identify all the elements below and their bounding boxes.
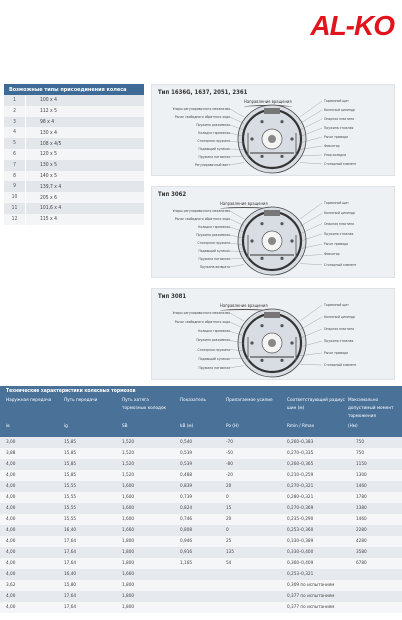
table-row xyxy=(0,514,402,525)
col-travel-sym: ig xyxy=(64,424,68,429)
brake-type-title: Тип 3062 xyxy=(158,191,187,198)
diagram-label: Опорная пластина xyxy=(324,221,354,226)
mount-row xyxy=(4,203,144,214)
table-cell: 1,660 xyxy=(122,572,135,577)
mount-value: 98 x 4 xyxy=(40,118,55,125)
table-cell: 0,539 xyxy=(180,462,193,467)
diagram-label: Тормозной щит xyxy=(324,99,349,103)
table-cell: 1,800 xyxy=(122,561,135,566)
diagram-label: Упоры регулировочного механизма xyxy=(172,107,230,111)
diagram-label: Колесный цилиндр xyxy=(324,315,355,319)
table-row xyxy=(0,591,402,602)
table-cell: 1460 xyxy=(356,517,367,522)
table-cell: 15,80 xyxy=(64,583,77,588)
mount-types-title: Возможные типы присоединения колеса xyxy=(4,84,144,95)
table-cell: 15,85 xyxy=(64,473,77,478)
col-shoe-sym: SB xyxy=(122,424,128,429)
table-cell: 0,280–0,321 xyxy=(287,495,314,500)
table-cell: 0,330–0,389 xyxy=(287,539,314,544)
mount-value: 130 x 5 xyxy=(40,162,57,169)
table-cell: 20 xyxy=(226,517,232,522)
table-cell: 0,377 по испытаниям xyxy=(287,594,335,599)
table-cell: 1,520 xyxy=(122,462,135,467)
col-radius-sym: Rmin / Rmax xyxy=(287,424,315,429)
table-cell: 1,800 xyxy=(122,583,135,588)
table-cell: 4,00 xyxy=(6,561,16,566)
table-cell: 15 xyxy=(226,506,232,511)
spec-table-header xyxy=(0,395,402,437)
table-cell: 15,85 xyxy=(64,440,77,445)
table-cell: 4,00 xyxy=(6,550,16,555)
table-cell: 1,600 xyxy=(122,495,135,500)
table-row xyxy=(0,437,402,448)
table-row xyxy=(0,459,402,470)
table-cell: 17,64 xyxy=(64,605,77,610)
table-cell: 0,824 xyxy=(180,506,193,511)
diagram-label: Колесный цилиндр xyxy=(324,108,355,112)
diagram-label: Тормозной щит xyxy=(324,201,349,205)
mount-value: 205 x 6 xyxy=(40,194,57,201)
table-cell: 0,260–0,365 xyxy=(287,462,314,467)
diagram-label: Пружина разжимная xyxy=(196,123,230,127)
table-cell: 0 xyxy=(226,528,229,533)
table-cell: 1,800 xyxy=(122,605,135,610)
diagram-label: Пружина натяжная xyxy=(198,365,230,370)
table-cell: 25 xyxy=(226,539,232,544)
mount-index: 5 xyxy=(4,138,26,149)
mount-index: 11 xyxy=(4,203,26,214)
table-cell: 0,360–0,409 xyxy=(287,561,314,566)
mount-index: 9 xyxy=(4,181,26,192)
spec-table-title: Технические характеристики колесных тормозов xyxy=(0,386,402,395)
table-cell: 15,55 xyxy=(64,517,77,522)
mount-index: 1 xyxy=(4,95,26,106)
table-cell: 0,253–0,360 xyxy=(287,528,314,533)
table-row xyxy=(0,602,402,613)
diagram-label: Подающий кулачок xyxy=(198,356,230,361)
table-cell: 16,40 xyxy=(64,572,77,577)
diagram-label: Колесный цилиндр xyxy=(324,211,355,216)
table-cell: 1,660 xyxy=(122,528,135,533)
table-cell: 0,539 xyxy=(180,451,193,456)
mount-index: 7 xyxy=(4,160,26,171)
table-cell: 0,270–0,369 xyxy=(287,506,314,511)
diagram-label: Пружина возврата xyxy=(199,265,230,269)
diagram-label: Упоры регулировочного механизма xyxy=(172,209,230,213)
diagram-label: Колодка тормозная xyxy=(198,329,230,334)
diagram-label: Пружина стяжная xyxy=(324,126,354,130)
table-cell: 1380 xyxy=(356,506,367,511)
diagram-label: Упор колодки xyxy=(324,153,347,157)
mount-value: 115 x 4 xyxy=(40,216,57,223)
mount-index: 2 xyxy=(4,106,26,117)
table-cell: 1780 xyxy=(356,495,367,500)
table-cell: 15,85 xyxy=(64,451,77,456)
mount-index: 6 xyxy=(4,149,26,160)
diagram-label: Опорная пластина xyxy=(324,327,354,331)
table-cell: -80 xyxy=(226,462,233,467)
diagram-label: Пружина натяжная xyxy=(198,155,230,159)
diagram-label: Рычаг привода xyxy=(324,351,349,355)
table-cell: 17,64 xyxy=(64,550,77,555)
table-cell: 1,600 xyxy=(122,517,135,522)
table-cell: 4,00 xyxy=(6,495,16,500)
mount-value: 130 x 4 xyxy=(40,129,57,136)
table-cell: 4,00 xyxy=(6,473,16,478)
diagram-label: Тормозной щит xyxy=(324,303,349,307)
table-cell: 1460 xyxy=(356,484,367,489)
table-cell: 15,55 xyxy=(64,495,77,500)
table-cell: 1,165 xyxy=(180,561,193,566)
table-cell: 3,88 xyxy=(6,451,16,456)
table-cell: 1,600 xyxy=(122,506,135,511)
mount-value: 108 x 4/5 xyxy=(40,140,62,147)
diagram-label: Рычаг свободного обратного хода xyxy=(174,320,230,325)
table-cell: 4,00 xyxy=(6,484,16,489)
diagram-label: Подающий кулачок xyxy=(198,147,230,151)
table-row xyxy=(0,536,402,547)
col-force-sym: Po (Н) xyxy=(226,424,239,429)
table-cell: 0,210–0,259 xyxy=(287,473,314,478)
diagram-label: Стопорный элемент xyxy=(324,363,357,367)
diagram-label: Стопорная пружина xyxy=(197,139,230,143)
diagram-label: Фиксатор xyxy=(324,144,340,148)
table-row xyxy=(0,481,402,492)
table-cell: 1,520 xyxy=(122,473,135,478)
brand-logo: AL-KO xyxy=(310,10,394,41)
table-cell: 15,85 xyxy=(64,462,77,467)
table-cell: 0,488 xyxy=(180,473,193,478)
col-moment-sym: (Нм) xyxy=(348,424,358,429)
table-cell: 4,00 xyxy=(6,572,16,577)
table-cell: 0,330–0,400 xyxy=(287,550,314,555)
table-cell: 0,540 xyxy=(180,440,193,445)
mount-row xyxy=(4,117,144,128)
table-row xyxy=(0,525,402,536)
table-cell: 1150 xyxy=(356,462,367,467)
table-cell: 750 xyxy=(356,440,365,445)
col-radius: Соответствующий радиус шин (м) xyxy=(287,398,345,411)
table-cell: 0,253–0,321 xyxy=(287,572,314,577)
diagram-label: Колодка тормозная xyxy=(198,131,230,135)
table-cell: 17,64 xyxy=(64,594,77,599)
mount-row xyxy=(4,214,144,225)
col-travel: Путь передачи xyxy=(64,398,98,403)
table-cell: 4,00 xyxy=(6,539,16,544)
table-cell: 16,40 xyxy=(64,528,77,533)
table-cell: 17,64 xyxy=(64,561,77,566)
diagram-label: Пружина натяжная xyxy=(198,257,230,261)
diagram-label: Пружина стяжная xyxy=(324,231,354,236)
rotation-direction-label: Направление вращения xyxy=(220,303,268,308)
table-cell: 135 xyxy=(226,550,235,555)
table-row xyxy=(0,569,402,580)
col-ratio-sym: iв xyxy=(6,424,10,429)
mount-value: 140 x 5 xyxy=(40,172,57,179)
mount-row xyxy=(4,160,144,171)
mount-index: 4 xyxy=(4,127,26,138)
diagram-label: Стопорный элемент xyxy=(324,262,357,267)
table-row xyxy=(0,580,402,591)
table-cell: 0,808 xyxy=(180,528,193,533)
diagram-label: Регулировочный винт xyxy=(194,163,230,167)
diagram-label: Опорная пластина xyxy=(324,117,354,121)
table-cell: 0,916 xyxy=(180,550,193,555)
mount-row xyxy=(4,149,144,160)
table-cell: 3,00 xyxy=(6,440,16,445)
diagram-label: Пружина разжимная xyxy=(196,233,230,237)
table-cell: 4,00 xyxy=(6,517,16,522)
table-cell: 0,746 xyxy=(180,517,193,522)
table-row xyxy=(0,547,402,558)
table-row xyxy=(0,470,402,481)
mount-value: 100 x 4 xyxy=(40,97,57,104)
table-cell: 0,377 по испытаниям xyxy=(287,605,335,610)
mount-value: 139,7 x 4 xyxy=(40,183,62,190)
mount-row xyxy=(4,106,144,117)
diagram-label: Упоры регулировочного механизма xyxy=(172,311,230,315)
brake-diagram-panel xyxy=(151,186,395,278)
diagram-label: Фиксатор xyxy=(324,252,340,257)
mount-value: 101,6 x 4 xyxy=(40,205,62,212)
table-cell: 2280 xyxy=(356,528,367,533)
diagram-label: Рычаг свободного обратного хода xyxy=(174,217,230,221)
table-cell: 0,946 xyxy=(180,539,193,544)
table-cell: 0,309 по испытаниям xyxy=(287,583,335,588)
table-cell: 0,739 xyxy=(180,495,193,500)
mount-index: 10 xyxy=(4,192,26,203)
mount-row xyxy=(4,181,144,192)
diagram-label: Рычаг привода xyxy=(324,242,349,247)
diagram-label: Стопорный элемент xyxy=(324,162,357,166)
table-cell: 1300 xyxy=(356,473,367,478)
mount-row xyxy=(4,192,144,203)
col-ratio: Наружная передача xyxy=(6,398,52,403)
mount-row xyxy=(4,127,144,138)
table-cell: 1,520 xyxy=(122,451,135,456)
mount-index: 3 xyxy=(4,117,26,128)
table-cell: 54 xyxy=(226,561,232,566)
brake-type-title: Тип 3081 xyxy=(158,293,187,300)
table-cell: 17,64 xyxy=(64,539,77,544)
mount-value: 120 x 5 xyxy=(40,151,57,158)
table-cell: 1,520 xyxy=(122,440,135,445)
table-cell: 1,800 xyxy=(122,539,135,544)
diagram-label: Подающий кулачок xyxy=(198,249,230,253)
rotation-direction-label: Направление вращения xyxy=(220,201,268,206)
diagram-label: Стопорная пружина xyxy=(197,347,230,352)
table-cell: 20 xyxy=(226,484,232,489)
table-cell: -20 xyxy=(226,473,233,478)
diagram-label: Пружина стяжная xyxy=(324,339,354,343)
diagram-label: Рычаг привода xyxy=(324,135,349,139)
mount-index: 8 xyxy=(4,171,26,182)
table-cell: 3580 xyxy=(356,550,367,555)
table-cell: -50 xyxy=(226,451,233,456)
table-cell: 0,839 xyxy=(180,484,193,489)
table-cell: 750 xyxy=(356,451,365,456)
table-cell: 1,800 xyxy=(122,550,135,555)
brake-diagram-panel xyxy=(151,288,395,380)
brake-type-title: Тип 1636G, 1637, 2051, 2361 xyxy=(158,89,248,96)
diagram-label: Колодка тормозная xyxy=(198,225,230,229)
col-force: Прилагаемое усилие xyxy=(226,398,273,403)
table-cell: 4,00 xyxy=(6,506,16,511)
table-cell: 0,235–0,290 xyxy=(287,517,314,522)
mount-row xyxy=(4,171,144,182)
table-row xyxy=(0,448,402,459)
mount-row xyxy=(4,95,144,106)
table-cell: 0,260–0,383 xyxy=(287,440,314,445)
table-cell: 0,270–0,321 xyxy=(287,484,314,489)
mount-value: 112 x 5 xyxy=(40,108,57,115)
col-shoe-travel: Путь хатяга тормозных колодок xyxy=(122,398,167,411)
mount-types-table xyxy=(4,84,144,225)
col-indicator-sym: kB (м) xyxy=(180,424,194,429)
table-cell: 1,600 xyxy=(122,484,135,489)
table-cell: 0 xyxy=(226,495,229,500)
table-cell: 1,800 xyxy=(122,594,135,599)
table-cell: 15,55 xyxy=(64,506,77,511)
table-row xyxy=(0,503,402,514)
col-moment: Максимально допустимый момент торможения xyxy=(348,398,394,419)
table-row xyxy=(0,492,402,503)
brake-spec-table xyxy=(0,386,402,620)
table-cell: 4,00 xyxy=(6,528,16,533)
rotation-direction-label: Направление вращения xyxy=(244,99,292,104)
table-cell: 15,55 xyxy=(64,484,77,489)
table-cell: 4,00 xyxy=(6,462,16,467)
table-cell: 4,00 xyxy=(6,594,16,599)
table-cell: 4280 xyxy=(356,539,367,544)
table-cell: 3,62 xyxy=(6,583,16,588)
diagram-label: Рычаг свободного обратного хода xyxy=(174,115,230,119)
table-cell: 0,270–0,335 xyxy=(287,451,314,456)
table-row xyxy=(0,558,402,569)
diagram-label: Стопорная пружина xyxy=(197,241,230,245)
table-cell: 6780 xyxy=(356,561,367,566)
brake-diagram-panel xyxy=(151,84,395,176)
table-cell: 4,00 xyxy=(6,605,16,610)
col-indicator: Показатель xyxy=(180,398,206,403)
diagram-label: Пружина разжимная xyxy=(196,338,230,343)
mount-index: 12 xyxy=(4,214,26,225)
table-cell: -70 xyxy=(226,440,233,445)
mount-row xyxy=(4,138,144,149)
